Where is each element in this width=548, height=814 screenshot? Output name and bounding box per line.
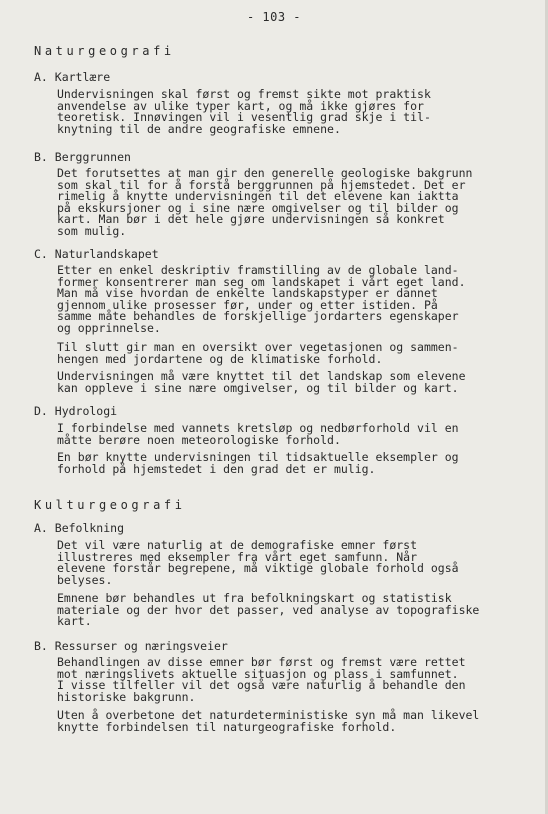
- paragraph: En bør knytte undervisningen til tidsaktuelle eksempler og forhold på hjemstedet i den grad det er mulig.: [57, 450, 459, 476]
- subsection-heading-befolkning: A. Befolkning: [34, 521, 125, 535]
- paragraph: Det forutsettes at man gir den generelle geologiske bakgrunn som skal til for å forstå berggrunnen på hjemstedet. Det er rimelig å knytte undervisningen til det elevene kan iaktta på ekskursjoner og i sine nære omgivelser og til bilder og kart. Man bør i det hele gjøre undervisningen så konkret som mulig.: [57, 166, 473, 238]
- paragraph: Det vil være naturlig at de demografiske emner først illustreres med eksempler fra vårt eget samfunn. Når elevene forstår begrepene, må viktige globale forhold også belyses.: [57, 538, 459, 587]
- subsection-heading-naturlandskapet: C. Naturlandskapet: [34, 247, 159, 261]
- page-number: - 103 -: [246, 10, 302, 24]
- paragraph: Til slutt gir man en oversikt over vegetasjonen og sammen- hengen med jordartene og de klimatiske forhold.: [57, 340, 459, 366]
- paragraph: I forbindelse med vannets kretsløp og nedbørforhold vil en måtte berøre noen meteorologiske forhold.: [57, 421, 459, 447]
- section-title-naturgeografi: Naturgeografi: [34, 44, 175, 58]
- paragraph: Etter en enkel deskriptiv framstilling av de globale land- former konsentrerer man seg om landskapet i vårt eget land. Man må vise hvordan de enkelte landskapstyper er dannet gjennom ulike prosesser før, under og etter istiden. På samme måte behandles de forskjellige jordarters egenskaper og opprinnelse.: [57, 263, 466, 335]
- paragraph: Uten å overbetone det naturdeterministiske syn må man likevel knytte forbindelsen til naturgeografiske forhold.: [57, 708, 480, 734]
- paragraph: Undervisningen skal først og fremst sikte mot praktisk anvendelse av ulike typer kart, og må ikke gjøres for teoretisk. Innøvingen vil i vesentlig grad skje i til- knytning til de andre geografiske emnene.: [57, 87, 431, 136]
- subsection-heading-berggrunnen: B. Berggrunnen: [34, 150, 131, 164]
- paragraph: Undervisningen må være knyttet til det landskap som elevene kan oppleve i sine nære omgivelser, og til bilder og kart.: [57, 369, 466, 395]
- paragraph: Emnene bør behandles ut fra befolkningskart og statistisk materiale og der hvor det passer, ved analyse av topografiske kart.: [57, 591, 480, 629]
- subsection-heading-ressurser: B. Ressurser og næringsveier: [34, 639, 228, 653]
- subsection-heading-hydrologi: D. Hydrologi: [34, 404, 118, 418]
- section-title-kulturgeografi: Kulturgeografi: [34, 498, 186, 512]
- paragraph: Behandlingen av disse emner bør først og fremst være rettet mot næringslivets aktuelle situasjon og plass i samfunnet. I visse tilfeller vil det også være naturlig å behandle den historiske bakgrunn.: [57, 655, 466, 704]
- subsection-heading-kartlaere: A. Kartlære: [34, 70, 111, 84]
